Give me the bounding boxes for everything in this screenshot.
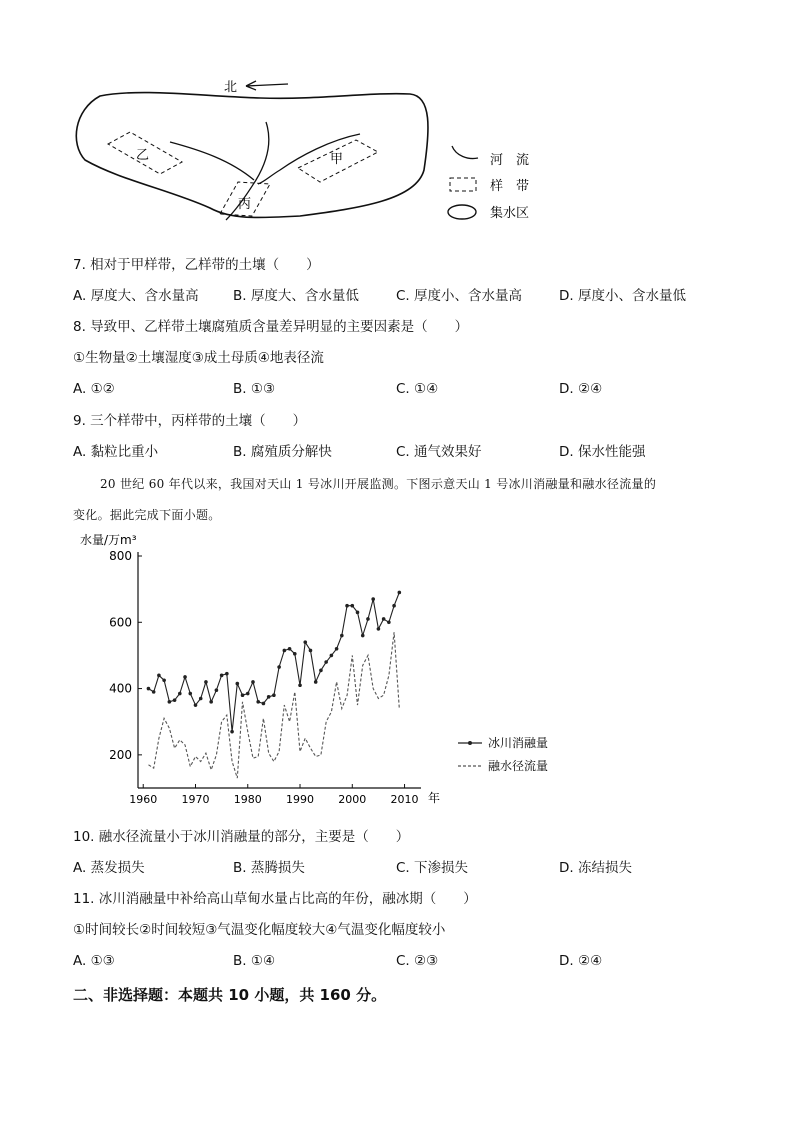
- glacier-melt-point: [168, 700, 172, 704]
- legend-river-label: 河 流: [490, 153, 530, 168]
- y-tick-label: 400: [109, 681, 132, 696]
- river-legend-icon: [452, 146, 478, 159]
- q10-option-c[interactable]: C. 下渗损失: [396, 860, 469, 876]
- q9-stem: 9. 三个样带中，丙样带的土壤（ ）: [73, 413, 307, 429]
- legend-runoff-label: 融水径流量: [488, 759, 549, 773]
- glacier-melt-point: [147, 687, 151, 691]
- chart-legend: [458, 735, 548, 773]
- q11-option-b[interactable]: B. ①④: [233, 953, 276, 969]
- glacier-melt-point: [366, 617, 370, 621]
- q9-option-b[interactable]: B. 腐殖质分解快: [233, 444, 332, 460]
- q7-option-a[interactable]: A. 厚度大、含水量高: [73, 288, 199, 304]
- x-tick-label: 1970: [181, 793, 210, 806]
- q11-option-c[interactable]: C. ②③: [396, 953, 439, 969]
- glacier-melt-point: [377, 627, 381, 631]
- intro-line-2: 变化。据此完成下面小题。: [73, 508, 221, 522]
- glacier-melt-point: [215, 688, 219, 692]
- glacier-melt-point: [314, 680, 318, 684]
- map-legend: [448, 146, 529, 221]
- legend-melt-label: 冰川消融量: [488, 736, 549, 750]
- glacier-melt-point: [392, 604, 396, 608]
- catchment-outline: [76, 93, 428, 218]
- q7-option-b[interactable]: B. 厚度大、含水量低: [233, 288, 359, 304]
- glacier-melt-point: [225, 672, 229, 676]
- glacier-melt-point: [319, 669, 323, 673]
- q10-option-d[interactable]: D. 冻结损失: [559, 860, 632, 876]
- q8-option-c[interactable]: C. ①④: [396, 381, 439, 397]
- glacier-melt-point: [350, 604, 354, 608]
- strip-jia-label: 甲: [330, 152, 344, 167]
- y-tick-label: 800: [109, 549, 132, 563]
- intro-line-1: 20 世纪 60 年代以来，我国对天山 1 号冰川开展监测。下图示意天山 1 号冰川消融量和融水径流量的: [100, 477, 657, 491]
- glacier-melt-point: [267, 695, 271, 699]
- strip-bing-label: 丙: [238, 197, 252, 212]
- x-tick-label: 2000: [338, 793, 367, 806]
- north-label: 北: [224, 80, 238, 95]
- glacier-melt-point: [204, 680, 208, 684]
- glacier-melt-point: [371, 597, 375, 601]
- north-arrow-icon: [246, 81, 288, 90]
- glacier-melt-point: [188, 692, 192, 696]
- glacier-melt-point: [303, 640, 307, 644]
- glacier-melt-point: [298, 683, 302, 687]
- q7-option-c[interactable]: C. 厚度小、含水量高: [396, 288, 523, 304]
- glacier-melt-point: [178, 692, 182, 696]
- catchment-legend-icon: [448, 205, 476, 219]
- meltwater-runoff-line: [149, 632, 400, 778]
- chart-y-axis-label: 水量/万m³: [80, 533, 137, 547]
- q8-stem: 8. 导致甲、乙样带土壤腐殖质含量差异明显的主要因素是（ ）: [73, 319, 469, 335]
- q10-stem: 10. 融水径流量小于冰川消融量的部分，主要是（ ）: [73, 829, 410, 845]
- legend-strip-label: 样 带: [490, 179, 530, 194]
- q9-option-c[interactable]: C. 通气效果好: [396, 444, 482, 460]
- q9-option-a[interactable]: A. 黏粒比重小: [73, 444, 159, 460]
- glacier-melt-point: [152, 690, 156, 694]
- strip-bing: [220, 182, 270, 216]
- q11-option-d[interactable]: D. ②④: [559, 953, 603, 969]
- glacier-melt-point: [209, 700, 213, 704]
- q11-stem: 11. 冰川消融量中补给高山草甸水量占比高的年份，融冰期（ ）: [73, 891, 477, 907]
- glacier-melt-point: [309, 649, 313, 653]
- glacier-melt-point: [277, 665, 281, 669]
- q10-option-a[interactable]: A. 蒸发损失: [73, 860, 145, 876]
- glacier-melt-point: [330, 654, 334, 658]
- strip-legend-icon: [450, 178, 476, 191]
- river-lines: [170, 122, 360, 220]
- glacier-melt-point: [382, 617, 386, 621]
- glacier-melt-point: [293, 652, 297, 656]
- chart-axes: [109, 549, 421, 806]
- glacier-melt-point: [283, 649, 287, 653]
- strip-yi: [108, 132, 182, 174]
- glacier-melt-point: [272, 693, 276, 697]
- glacier-melt-point: [345, 604, 349, 608]
- strip-yi-label: 乙: [136, 148, 150, 163]
- chart-series: [147, 591, 401, 778]
- glacier-melt-point: [361, 634, 365, 638]
- q8-option-a[interactable]: A. ①②: [73, 381, 115, 397]
- catchment-map: [60, 70, 580, 240]
- glacier-melt-line: [149, 593, 400, 732]
- glacier-melt-point: [220, 674, 224, 678]
- glacier-melt-point: [387, 620, 391, 624]
- glacier-melt-point: [162, 678, 166, 682]
- q11-option-a[interactable]: A. ①③: [73, 953, 115, 969]
- chart-x-axis-unit: 年: [428, 791, 441, 805]
- q7-stem: 7. 相对于甲样带，乙样带的土壤（ ）: [73, 257, 320, 273]
- q8-option-b[interactable]: B. ①③: [233, 381, 276, 397]
- q10-option-b[interactable]: B. 蒸腾损失: [233, 860, 305, 876]
- glacier-melt-point: [246, 692, 250, 696]
- glacier-melt-point: [230, 730, 234, 734]
- glacier-melt-point: [173, 698, 177, 702]
- x-tick-label: 1960: [129, 793, 158, 806]
- y-tick-label: 600: [109, 615, 132, 630]
- glacier-melt-point: [262, 702, 266, 706]
- q8-factors: ①生物量②土壤湿度③成土母质④地表径流: [73, 350, 324, 366]
- strip-jia: [298, 140, 378, 182]
- glacier-melt-point: [398, 591, 402, 595]
- x-tick-label: 1990: [286, 793, 315, 806]
- glacier-melt-point: [335, 647, 339, 651]
- q8-option-d[interactable]: D. ②④: [559, 381, 603, 397]
- x-tick-label: 2010: [390, 793, 419, 806]
- glacier-melt-point: [236, 682, 240, 686]
- q7-option-d[interactable]: D. 厚度小、含水量低: [559, 288, 686, 304]
- glacier-melt-point: [356, 611, 360, 615]
- glacier-melt-point: [241, 693, 245, 697]
- legend-melt-dot: [468, 741, 472, 745]
- glacier-melt-point: [199, 697, 203, 701]
- x-tick-label: 1980: [233, 793, 262, 806]
- glacier-melt-point: [183, 675, 187, 679]
- glacier-melt-point: [288, 647, 292, 651]
- glacier-melt-point: [251, 680, 255, 684]
- glacier-melt-point: [324, 660, 328, 664]
- q11-factors: ①时间较长②时间较短③气温变化幅度较大④气温变化幅度较小: [73, 922, 446, 938]
- section-2-title: 二、非选择题：本题共 10 小题，共 160 分。: [73, 986, 387, 1004]
- glacier-melt-point: [194, 703, 198, 707]
- legend-catchment-label: 集水区: [490, 206, 530, 221]
- glacier-melt-point: [340, 634, 344, 638]
- glacier-melt-point: [256, 700, 260, 704]
- y-tick-label: 200: [109, 747, 132, 762]
- q9-option-d[interactable]: D. 保水性能强: [559, 444, 646, 460]
- glacier-chart: [70, 528, 590, 818]
- glacier-melt-point: [157, 674, 161, 678]
